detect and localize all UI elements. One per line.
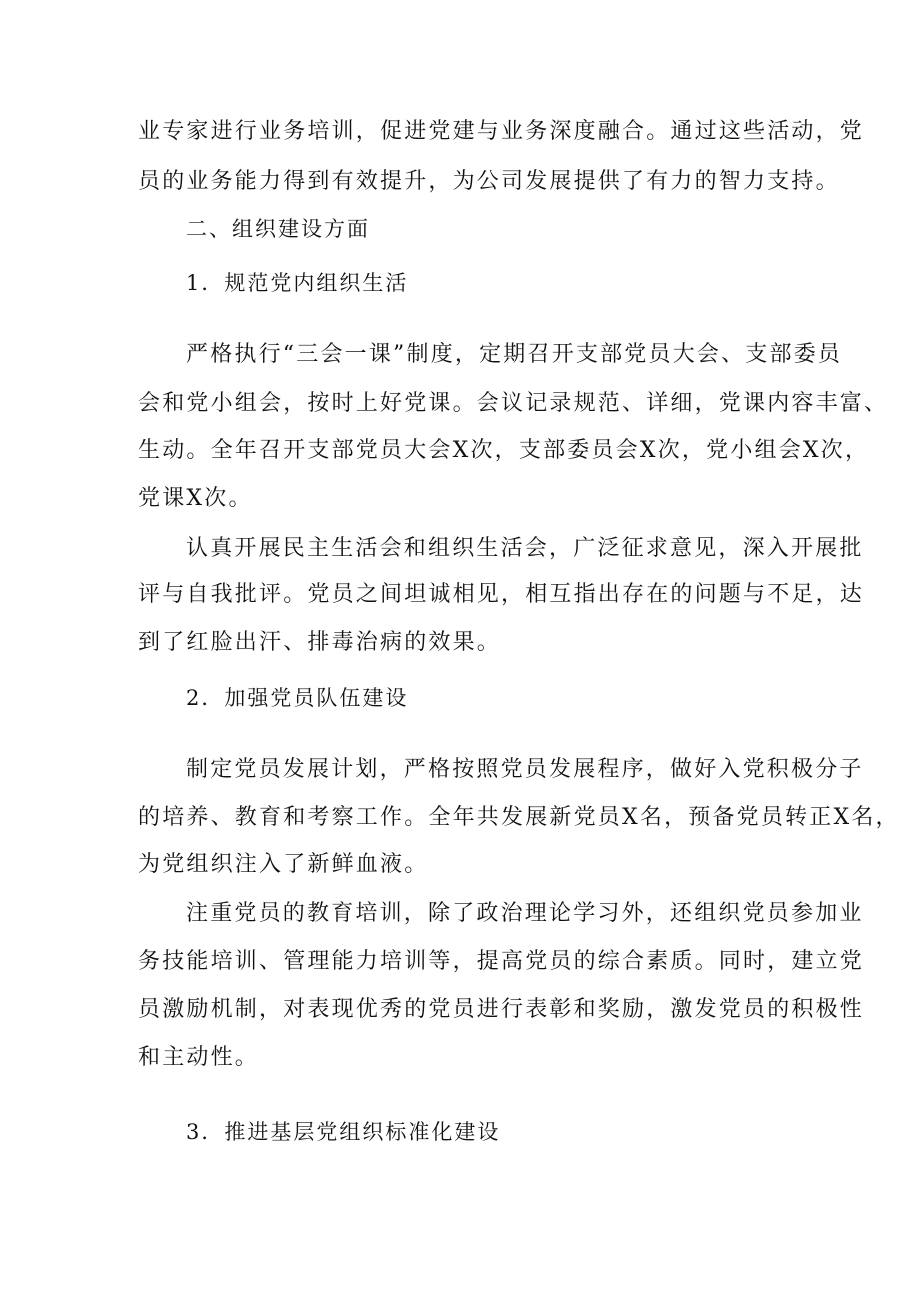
subsection-heading-1: 1．规范党内组织生活: [186, 271, 409, 295]
paragraph-line: 严格执行“三会一课”制度，定期召开支部党员大会、支部委员: [186, 342, 843, 367]
paragraph-line: 业专家进行业务培训，促进党建与业务深度融合。通过这些活动，党: [138, 119, 865, 144]
paragraph-line: 员激励机制，对表现优秀的党员进行表彰和奖励，激发党员的积极性: [138, 997, 865, 1022]
subsection-heading-2: 2．加强党员队伍建设: [186, 686, 409, 710]
paragraph-line: 和主动性。: [138, 1045, 260, 1070]
paragraph-line: 务技能培训、管理能力培训等，提高党员的综合素质。同时，建立党: [138, 949, 865, 974]
section-heading: 二、组织建设方面: [186, 217, 370, 241]
paragraph-line: 的培养、教育和考察工作。全年共发展新党员X名，预备党员转正X名，: [138, 805, 900, 830]
paragraph-line: 员的业务能力得到有效提升，为公司发展提供了有力的智力支持。: [138, 169, 840, 194]
paragraph-line: 会和党小组会，按时上好党课。会议记录规范、详细，党课内容丰富、: [138, 391, 889, 416]
paragraph-line: 党课X次。: [138, 486, 253, 511]
paragraph-line: 认真开展民主生活会和组织生活会，广泛征求意见，深入开展批: [186, 536, 864, 561]
paragraph-line: 为党组织注入了新鲜血液。: [138, 852, 429, 877]
paragraph-line: 制定党员发展计划，严格按照党员发展程序，做好入党积极分子: [186, 757, 864, 782]
paragraph-line: 到了红脸出汗、排毒治病的效果。: [138, 630, 502, 655]
paragraph-line: 生动。全年召开支部党员大会X次，支部委员会X次，党小组会X次，: [138, 438, 870, 463]
paragraph-line: 注重党员的教育培训，除了政治理论学习外，还组织党员参加业: [186, 901, 864, 926]
paragraph-line: 评与自我批评。党员之间坦诚相见，相互指出存在的问题与不足，达: [138, 582, 865, 607]
subsection-heading-3: 3．推进基层党组织标准化建设: [186, 1120, 501, 1144]
